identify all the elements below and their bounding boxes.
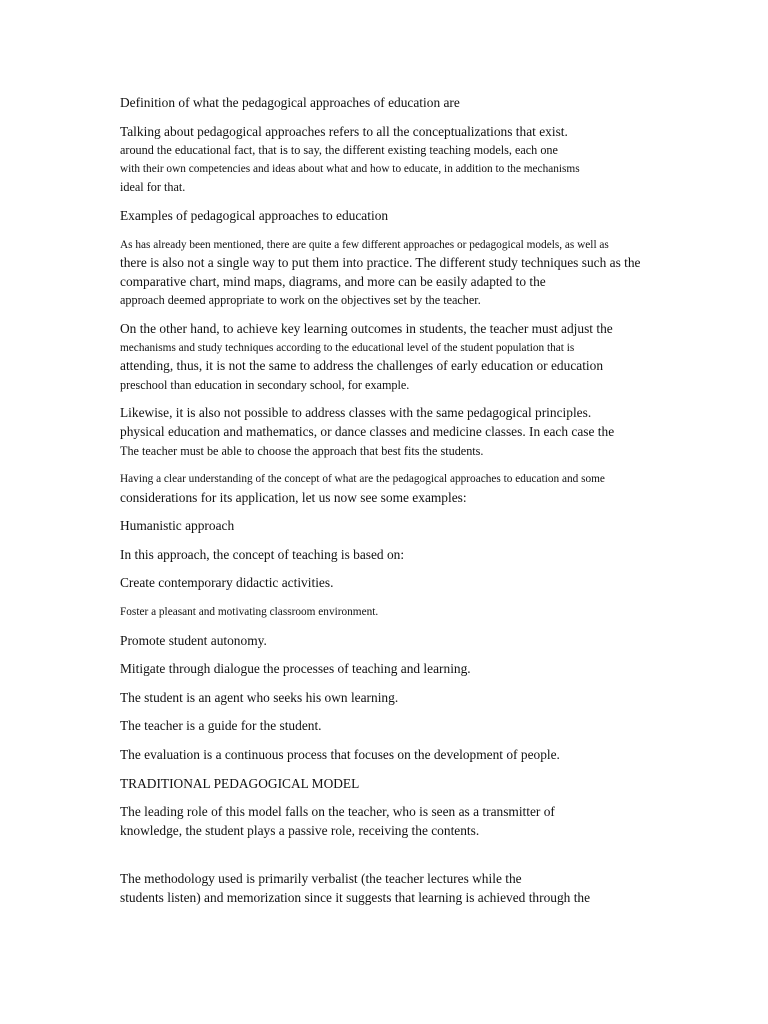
traditional-heading-block	[120, 775, 720, 794]
likewise-paragraph	[120, 404, 720, 460]
document-body	[120, 94, 720, 918]
likewise-line: physical education and mathematics, or dance classes and medicine classes. In each case the	[120, 423, 615, 439]
examples-heading-block	[120, 207, 720, 226]
list-item	[120, 689, 720, 708]
other-hand-line: mechanisms and study techniques according to the educational level of the student population that is	[120, 341, 575, 354]
list-item-text: Foster a pleasant and motivating classroom environment.	[120, 606, 379, 619]
examples-line: approach deemed appropriate to work on the objectives set by the teacher.	[120, 293, 481, 308]
methodology-paragraph	[120, 870, 720, 907]
examples-line: comparative chart, mind maps, diagrams, and more can be easily adapted to the	[120, 273, 546, 289]
other-hand-line: attending, thus, it is not the same to address the challenges of early education or education	[120, 358, 604, 374]
humanistic-heading: Humanistic approach	[120, 518, 235, 534]
other-hand-paragraph	[120, 320, 720, 394]
likewise-line: Likewise, it is also not possible to address classes with the same pedagogical principles.	[120, 405, 592, 421]
approach-basis-line: In this approach, the concept of teaching is based on:	[120, 546, 405, 562]
list-item-text: Mitigate through dialogue the processes of teaching and learning.	[120, 661, 471, 677]
traditional-line: knowledge, the student plays a passive role, receiving the contents.	[120, 822, 480, 838]
page-title: Definition of what the pedagogical approaches of education are	[120, 95, 460, 110]
traditional-paragraph	[120, 803, 720, 840]
paragraph-gap	[120, 850, 720, 870]
humanistic-heading-block	[120, 517, 720, 536]
list-item	[120, 603, 720, 622]
understanding-line: Having a clear understanding of the concept of what are the pedagogical approaches to education and some	[120, 473, 605, 486]
list-item	[120, 746, 720, 765]
examples-paragraph	[120, 236, 720, 310]
other-hand-line: On the other hand, to achieve key learning outcomes in students, the teacher must adjust the	[120, 320, 613, 336]
list-item-text: The teacher is a guide for the student.	[120, 718, 322, 734]
intro-line: around the educational fact, that is to say, the different existing teaching models, each one	[120, 143, 558, 158]
intro-paragraph	[120, 123, 720, 197]
intro-line: ideal for that.	[120, 180, 186, 195]
examples-heading: Examples of pedagogical approaches to education	[120, 207, 389, 223]
methodology-line: The methodology used is primarily verbalist (the teacher lectures while the	[120, 871, 522, 887]
list-item	[120, 574, 720, 593]
list-item-text: The evaluation is a continuous process that focuses on the development of people.	[120, 747, 560, 763]
list-item	[120, 660, 720, 679]
list-item-text: Create contemporary didactic activities.	[120, 575, 334, 591]
intro-line: with their own competencies and ideas about what and how to educate, in addition to the mechanisms	[120, 162, 580, 175]
approach-basis-paragraph	[120, 546, 720, 565]
examples-line: there is also not a single way to put them into practice. The different study techniques such as the	[120, 255, 641, 271]
methodology-line: students listen) and memorization since it suggests that learning is achieved through the	[120, 890, 591, 905]
likewise-line: The teacher must be able to choose the approach that best fits the students.	[120, 443, 484, 458]
examples-line: As has already been mentioned, there are quite a few different approaches or pedagogical models, as well as	[120, 238, 609, 251]
list-item	[120, 717, 720, 736]
traditional-heading: TRADITIONAL PEDAGOGICAL MODEL	[120, 775, 360, 791]
traditional-line: The leading role of this model falls on the teacher, who is seen as a transmitter of	[120, 804, 555, 820]
understanding-paragraph	[120, 470, 720, 507]
intro-line: Talking about pedagogical approaches refers to all the conceptualizations that exist.	[120, 123, 568, 139]
list-item	[120, 632, 720, 651]
title-block	[120, 94, 720, 113]
list-item-text: The student is an agent who seeks his own learning.	[120, 689, 399, 705]
other-hand-line: preschool than education in secondary school, for example.	[120, 377, 410, 392]
list-item-text: Promote student autonomy.	[120, 632, 267, 648]
understanding-line: considerations for its application, let us now see some examples:	[120, 489, 467, 505]
